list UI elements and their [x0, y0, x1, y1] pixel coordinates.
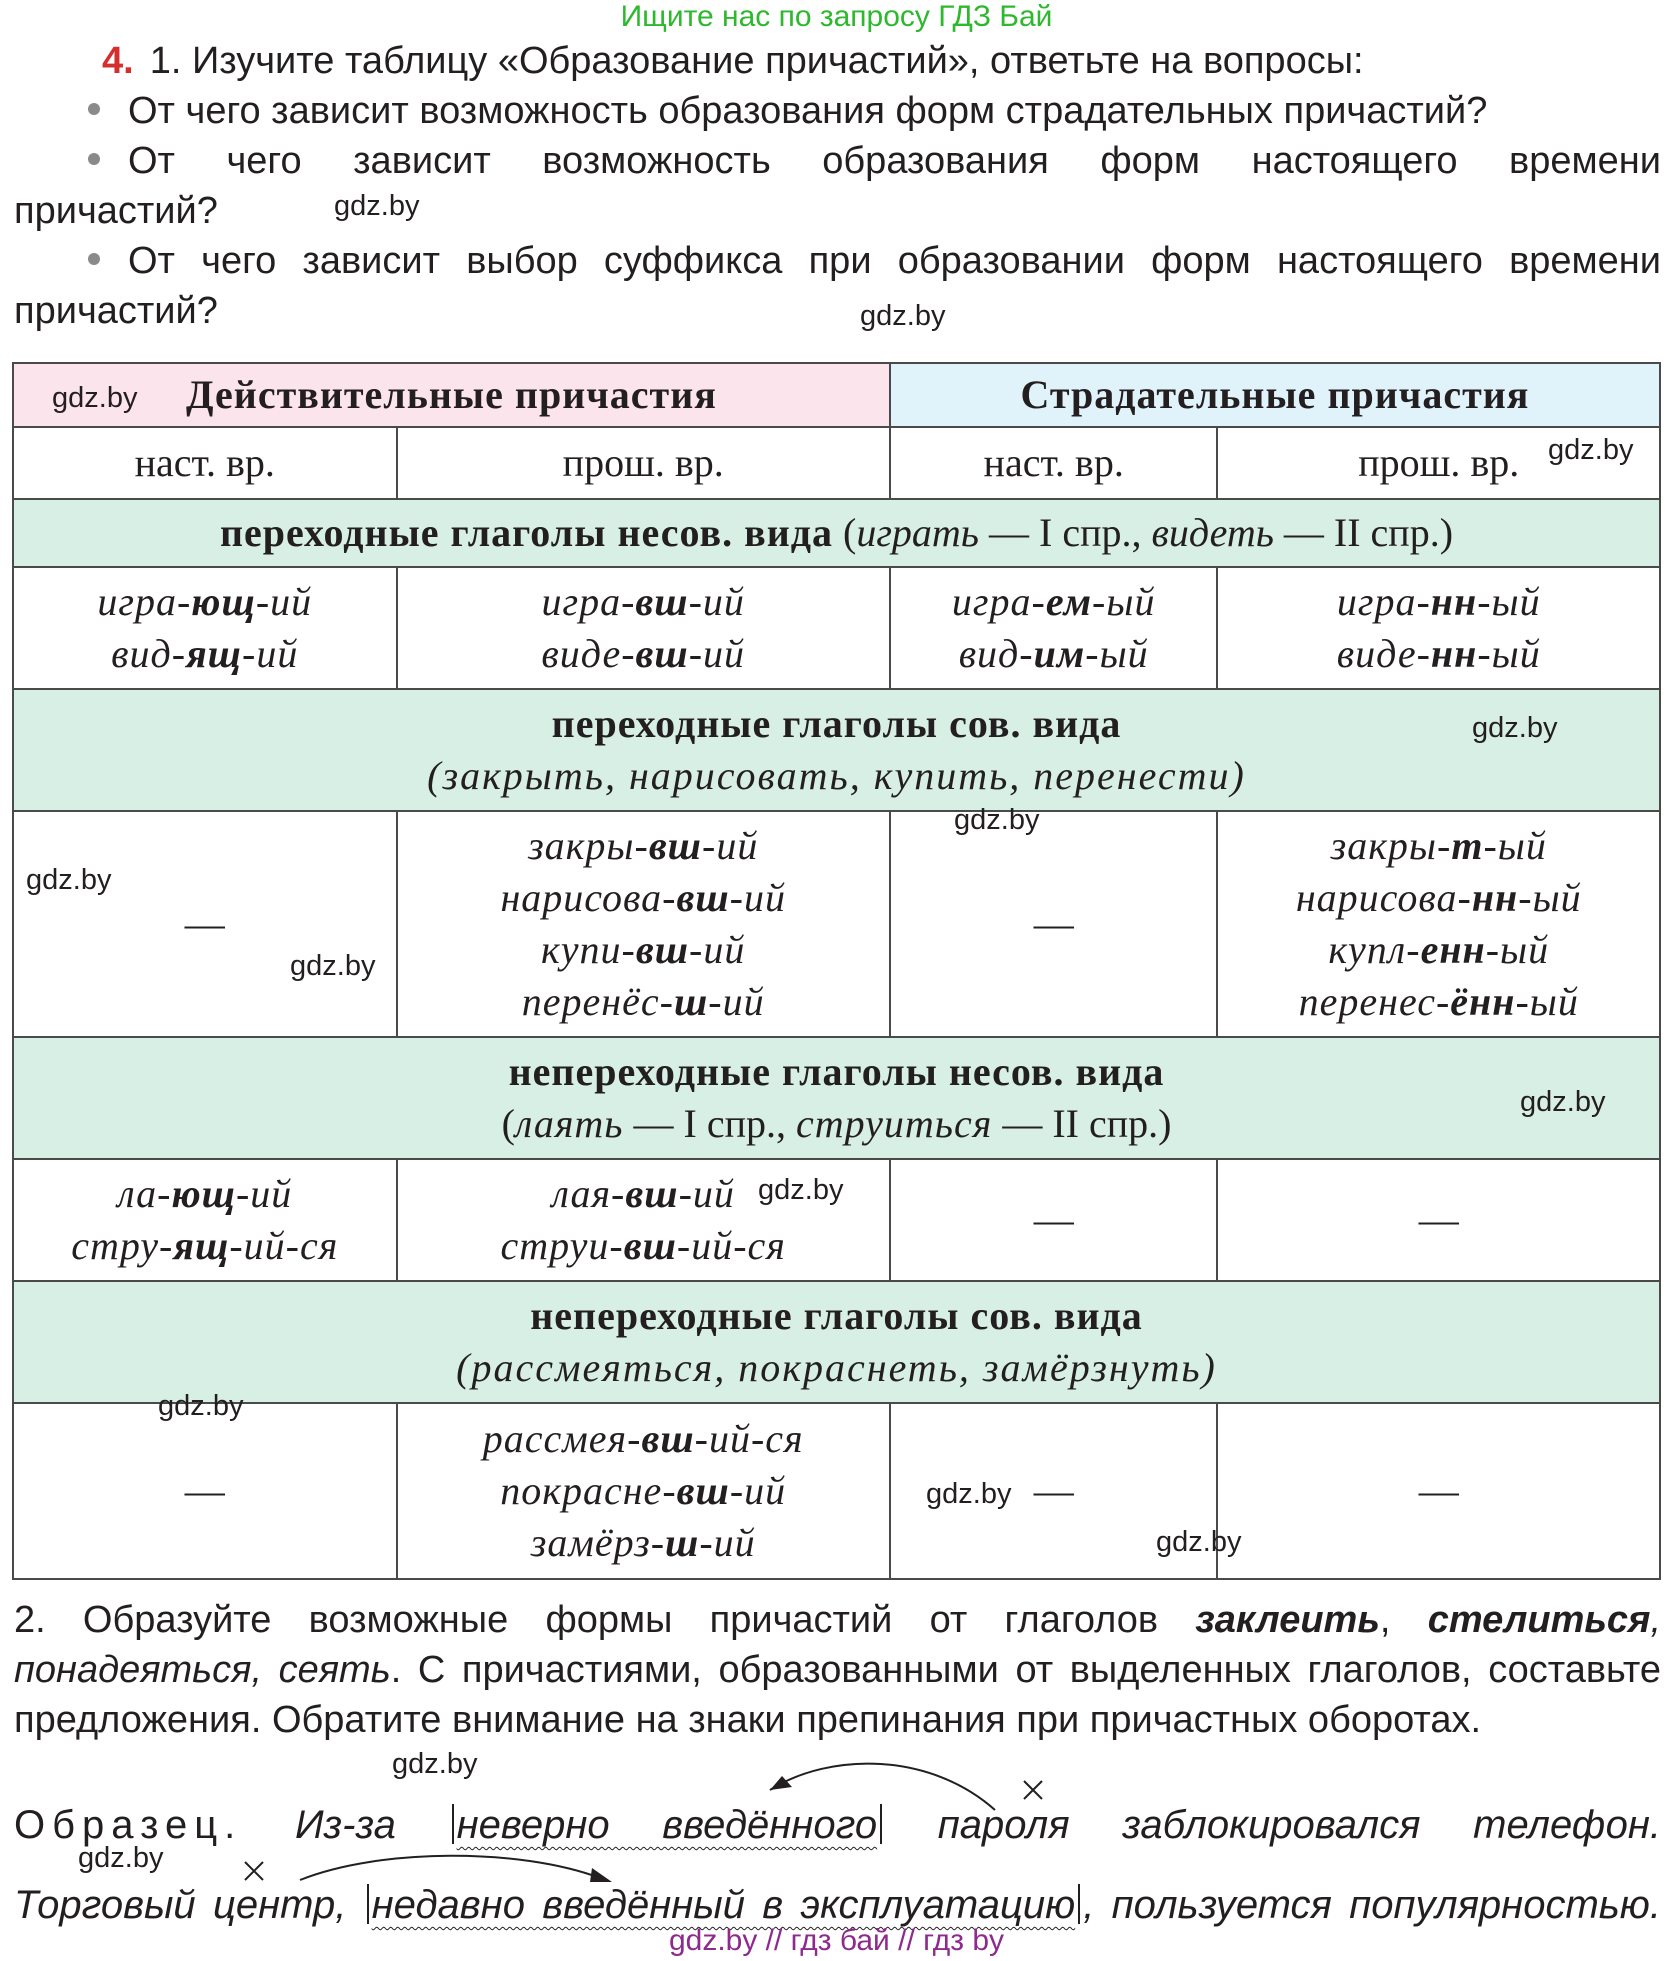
question-2: От чего зависит возможность образования форм настоящего времени причастий? [14, 140, 1661, 232]
cross-mark-icon [1024, 1781, 1042, 1799]
cell-example: ла-ющ-ий стру-ящ-ий-ся [13, 1159, 397, 1281]
subheader-present: наст. вр. [890, 427, 1218, 499]
header-passive-participles: Страдательные причастия [890, 363, 1660, 427]
watermark: gdz.by [52, 382, 138, 414]
watermark: gdz.by [860, 300, 946, 332]
cell-empty: — [890, 811, 1218, 1037]
watermark: gdz.by [1472, 712, 1558, 744]
cell-example: лая-вш-ий струи-вш-ий-ся [397, 1159, 890, 1281]
cell-example: игра-нн-ый виде-нн-ый [1217, 567, 1660, 689]
exercise-number: 4. [102, 40, 134, 82]
cell-example: закры-вш-ий нарисова-вш-ий купи-вш-ий перенёс-ш-ий [397, 811, 890, 1037]
group-transitive-perfective: переходные глаголы сов. вида (закрыть, нарисовать, купить, перенести) [13, 689, 1660, 811]
question-1: От чего зависит возможность образования форм страдательных причастий? [128, 90, 1488, 132]
cell-empty: — [13, 811, 397, 1037]
watermark: gdz.by [26, 864, 112, 896]
group-intransitive-imperfective: непереходные глаголы несов. вида (лаять — I спр., струиться — II спр.) [13, 1037, 1660, 1159]
watermark: gdz.by [290, 950, 376, 982]
watermark: gdz.by [78, 1842, 164, 1874]
arrow-icon [770, 1764, 995, 1810]
cell-empty: — [890, 1403, 1218, 1579]
watermark: gdz.by [392, 1748, 478, 1780]
sample-sentences: Образец. Из-за неверно введённого пароля заблокировался телефон. Торговый центр, недавно введённый в эксплуатацию , пользуется популярностью. [14, 1803, 1661, 1927]
footer-links: gdz.by // гдз бай // гдз by [668, 1924, 1005, 1957]
cell-empty: — [1217, 1403, 1660, 1579]
arrow-head-icon [590, 1868, 612, 1882]
cell-example: игра-ющ-ий вид-ящ-ий [13, 567, 397, 689]
participial-phrase: недавно введённый в эксплуатацию [371, 1883, 1076, 1927]
watermark: gdz.by [1548, 434, 1634, 466]
cell-example: игра-ем-ый вид-им-ый [890, 567, 1218, 689]
arrow-head-icon [770, 1776, 792, 1790]
watermark: gdz.by [334, 190, 420, 222]
watermark: gdz.by [954, 804, 1040, 836]
watermark: gdz.by [1520, 1086, 1606, 1118]
subheader-present: наст. вр. [13, 427, 397, 499]
sample-label: Образец. [14, 1803, 243, 1847]
subheader-past: прош. вр. [1217, 427, 1660, 499]
cell-example: игра-вш-ий виде-вш-ий [397, 567, 890, 689]
cell-example: рассмея-вш-ий-ся покрасне-вш-ий замёрз-ш-ий [397, 1403, 890, 1579]
cell-example: закры-т-ый нарисова-нн-ый купл-енн-ый перенес-ённ-ый [1217, 811, 1660, 1037]
question-3: От чего зависит выбор суффикса при образовании форм настоящего времени причастий? [14, 240, 1661, 332]
cross-mark-icon [245, 1862, 263, 1880]
watermark: gdz.by [1156, 1526, 1242, 1558]
group-intransitive-perfective: непереходные глаголы сов. вида (рассмеяться, покраснеть, замёрзнуть) [13, 1281, 1660, 1403]
watermark: gdz.by [158, 1390, 244, 1422]
site-banner: Ищите нас по запросу ГДЗ Бай [620, 0, 1053, 33]
arrow-icon [300, 1856, 600, 1880]
watermark: gdz.by [926, 1478, 1012, 1510]
task-2-instructions: 2. Образуйте возможные формы причастий от глаголов заклеить, стелиться, понадеяться, сеять. С причастиями, образованными от выделенных глаголов, составьте предложения. Обратите внимание на знаки препинания при причастных оборотах. [14, 1599, 1661, 1741]
watermark: gdz.by [758, 1174, 844, 1206]
cell-empty: — [890, 1159, 1218, 1281]
participial-phrase: неверно введённого [456, 1803, 878, 1847]
cell-empty: — [13, 1403, 397, 1579]
group-transitive-imperfective: переходные глаголы несов. вида (играть — I спр., видеть — II спр.) [13, 499, 1660, 567]
task-intro: 1. Изучите таблицу «Образование причастий», ответьте на вопросы: [149, 40, 1364, 82]
subheader-past: прош. вр. [397, 427, 890, 499]
cell-empty: — [1217, 1159, 1660, 1281]
header-active-participles: Действительные причастия [13, 363, 890, 427]
